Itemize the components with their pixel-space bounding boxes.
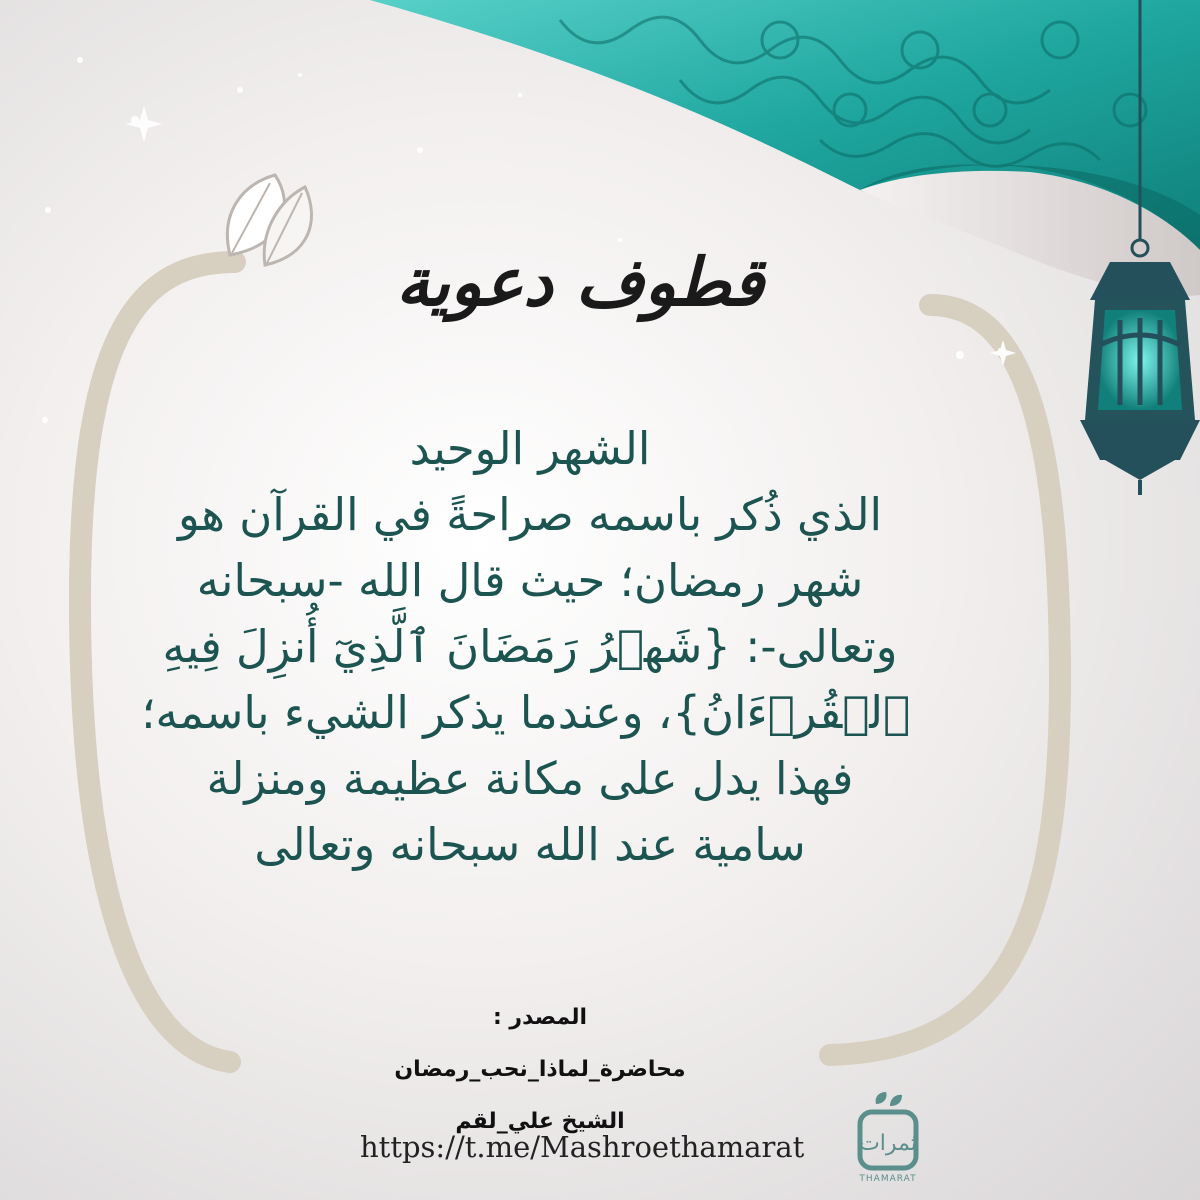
source-lecture: محاضرة_لماذا_نحب_رمضان — [394, 1057, 686, 1082]
body-line: الشهر الوحيد — [409, 422, 651, 475]
source-sheikh: الشيخ علي_لقم — [455, 1109, 625, 1134]
body-line: شهر رمضان؛ حيث قال الله -سبحانه — [196, 554, 864, 607]
logo-text: ثمرات — [859, 1131, 917, 1156]
logo-icon — [848, 1090, 928, 1174]
body-line: فهذا يدل على مكانة عظيمة ومنزلة — [206, 752, 854, 805]
thamarat-logo — [848, 1090, 928, 1194]
logo-subtext: THAMARAT — [859, 1174, 917, 1184]
body-line: سامية عند الله سبحانه وتعالى — [254, 818, 806, 871]
telegram-link[interactable]: https://t.me/Mashroethamarat — [360, 1130, 805, 1164]
page-title: قطوف دعوية — [396, 243, 764, 321]
body-text — [141, 416, 910, 878]
body-line: وتعالى-: {شَهۡرُ رَمَضَانَ ٱلَّذِيٓ أُنزِلَ فِيهِ — [162, 620, 898, 673]
source-label: المصدر : — [492, 1005, 588, 1030]
source-block — [340, 992, 740, 1148]
body-line: ٱلۡقُرۡءَانُ}، وعندما يذكر الشيء باسمه؛ — [141, 686, 910, 739]
body-line: الذي ذُكر باسمه صراحةً في القرآن هو — [177, 488, 883, 541]
leaves-ornament — [227, 175, 311, 265]
